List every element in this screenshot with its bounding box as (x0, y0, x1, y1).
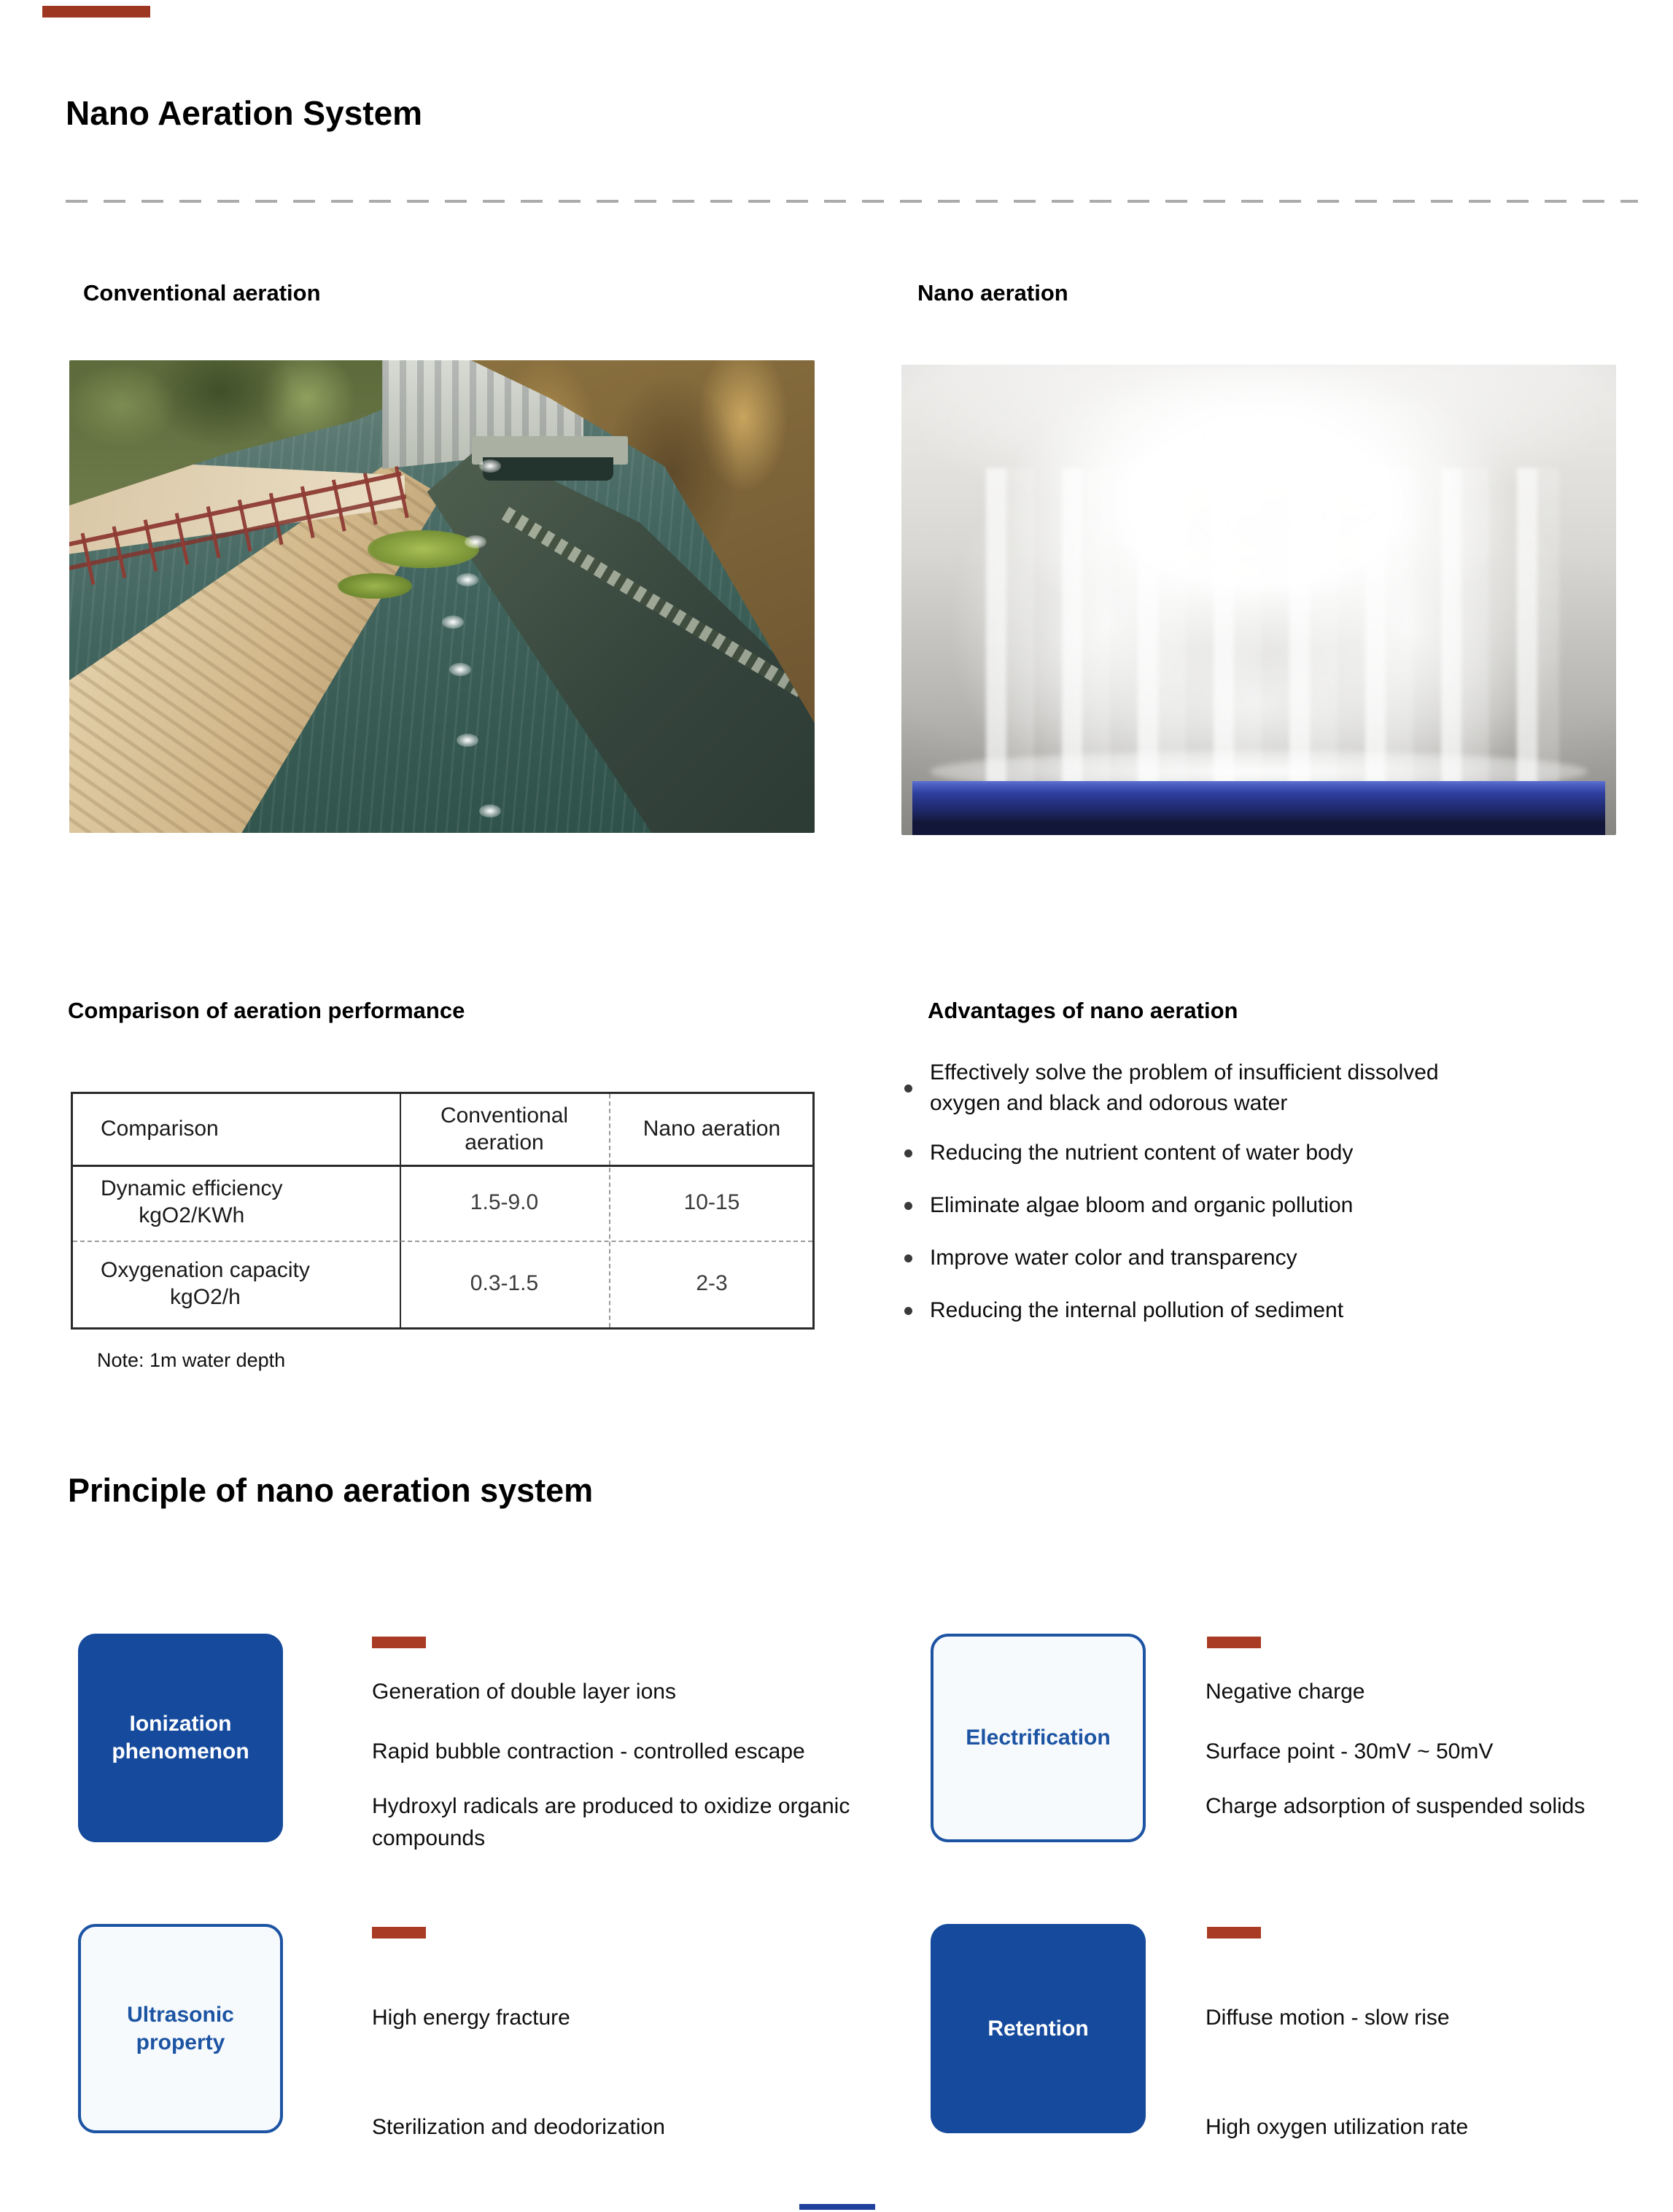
bridge-underpass (483, 457, 613, 481)
table-note: Note: 1m water depth (97, 1349, 286, 1371)
card-point: Rapid bubble contraction - controlled escape (372, 1739, 805, 1763)
red-accent-dash (1207, 1637, 1261, 1648)
table-header-conventional: Conventional aeration (440, 1103, 569, 1154)
advantage-text: Eliminate algae bloom and organic pollution (930, 1193, 1354, 1217)
table-row-label (101, 1241, 310, 1327)
algae-patch (338, 573, 412, 599)
list-item (904, 1190, 1641, 1221)
table-value: 10-15 (683, 1190, 740, 1214)
aerator-splash (442, 616, 464, 629)
card-title: Ionization phenomenon (112, 1712, 249, 1763)
page-title: Nano Aeration System (66, 94, 423, 132)
list-item (904, 1058, 1641, 1119)
red-accent-dash (372, 1927, 426, 1939)
card-title: Ultrasonic property (127, 2002, 234, 2054)
card-title: Retention (987, 2016, 1089, 2041)
advantage-text: Reducing the nutrient content of water body (930, 1141, 1354, 1165)
card-point: Charge adsorption of suspended solids (1206, 1794, 1585, 1818)
conventional-aeration-label: Conventional aeration (83, 280, 321, 306)
card-point: Hydroxyl radicals are produced to oxidize organic compounds (372, 1794, 850, 1850)
card-point: Generation of double layer ions (372, 1680, 676, 1704)
table-row-label (101, 1165, 283, 1241)
table-header-comparison: Comparison (101, 1117, 219, 1141)
card-ionization-phenomenon (78, 1634, 283, 1842)
bullet-icon (904, 1084, 912, 1093)
bullet-icon (904, 1307, 912, 1315)
card-title: Electrification (966, 1726, 1111, 1750)
card-point: Surface point - 30mV ~ 50mV (1206, 1739, 1494, 1763)
bullet-icon (904, 1202, 912, 1210)
algae-patch (368, 530, 479, 568)
list-item (904, 1138, 1641, 1168)
row-parameter: Oxygenation capacity (101, 1257, 310, 1282)
top-left-accent-bar (42, 6, 150, 18)
nano-aeration-label: Nano aeration (917, 280, 1068, 306)
list-item (904, 1243, 1641, 1273)
tank-bottom (912, 821, 1606, 835)
bottom-accent-line (799, 2204, 875, 2210)
conventional-aeration-photo (69, 360, 815, 833)
advantage-text: Improve water color and transparency (930, 1246, 1297, 1270)
card-point: Negative charge (1206, 1680, 1365, 1704)
card-point: High energy fracture (372, 2006, 570, 2030)
card-ultrasonic-property (78, 1924, 283, 2133)
comparison-heading: Comparison of aeration performance (68, 998, 465, 1023)
aerator-splash (449, 663, 471, 676)
aerator-splash (465, 535, 486, 548)
nano-aeration-photo (901, 365, 1616, 835)
advantages-heading: Advantages of nano aeration (928, 998, 1238, 1023)
table-value: 2-3 (696, 1271, 728, 1296)
bullet-icon (904, 1149, 912, 1157)
red-accent-dash (372, 1637, 426, 1648)
principle-heading: Principle of nano aeration system (68, 1472, 594, 1509)
card-retention (931, 1924, 1146, 2133)
table-value: 0.3-1.5 (470, 1271, 539, 1296)
table-value: 1.5-9.0 (470, 1190, 539, 1214)
dashed-separator (66, 200, 1638, 203)
row-unit: kgO2/KWh (139, 1203, 245, 1227)
row-parameter: Dynamic efficiency (101, 1176, 283, 1201)
card-electrification (931, 1634, 1146, 1842)
list-item (904, 1295, 1641, 1326)
advantage-text: Effectively solve the problem of insufficient dissolved oxygen and black and odorous water (930, 1060, 1439, 1115)
aerator-splash (457, 573, 478, 586)
card-point: High oxygen utilization rate (1206, 2115, 1469, 2139)
blue-diffuser-base (912, 781, 1606, 821)
advantage-text: Reducing the internal pollution of sediment (930, 1298, 1344, 1322)
advantages-list (904, 1058, 1641, 1348)
row-unit: kgO2/h (170, 1284, 241, 1309)
card-point: Diffuse motion - slow rise (1206, 2006, 1450, 2030)
bullet-icon (904, 1254, 912, 1262)
card-point: Sterilization and deodorization (372, 2115, 665, 2139)
comparison-table (71, 1092, 815, 1330)
table-header-nano: Nano aeration (643, 1117, 781, 1141)
red-accent-dash (1207, 1927, 1261, 1939)
